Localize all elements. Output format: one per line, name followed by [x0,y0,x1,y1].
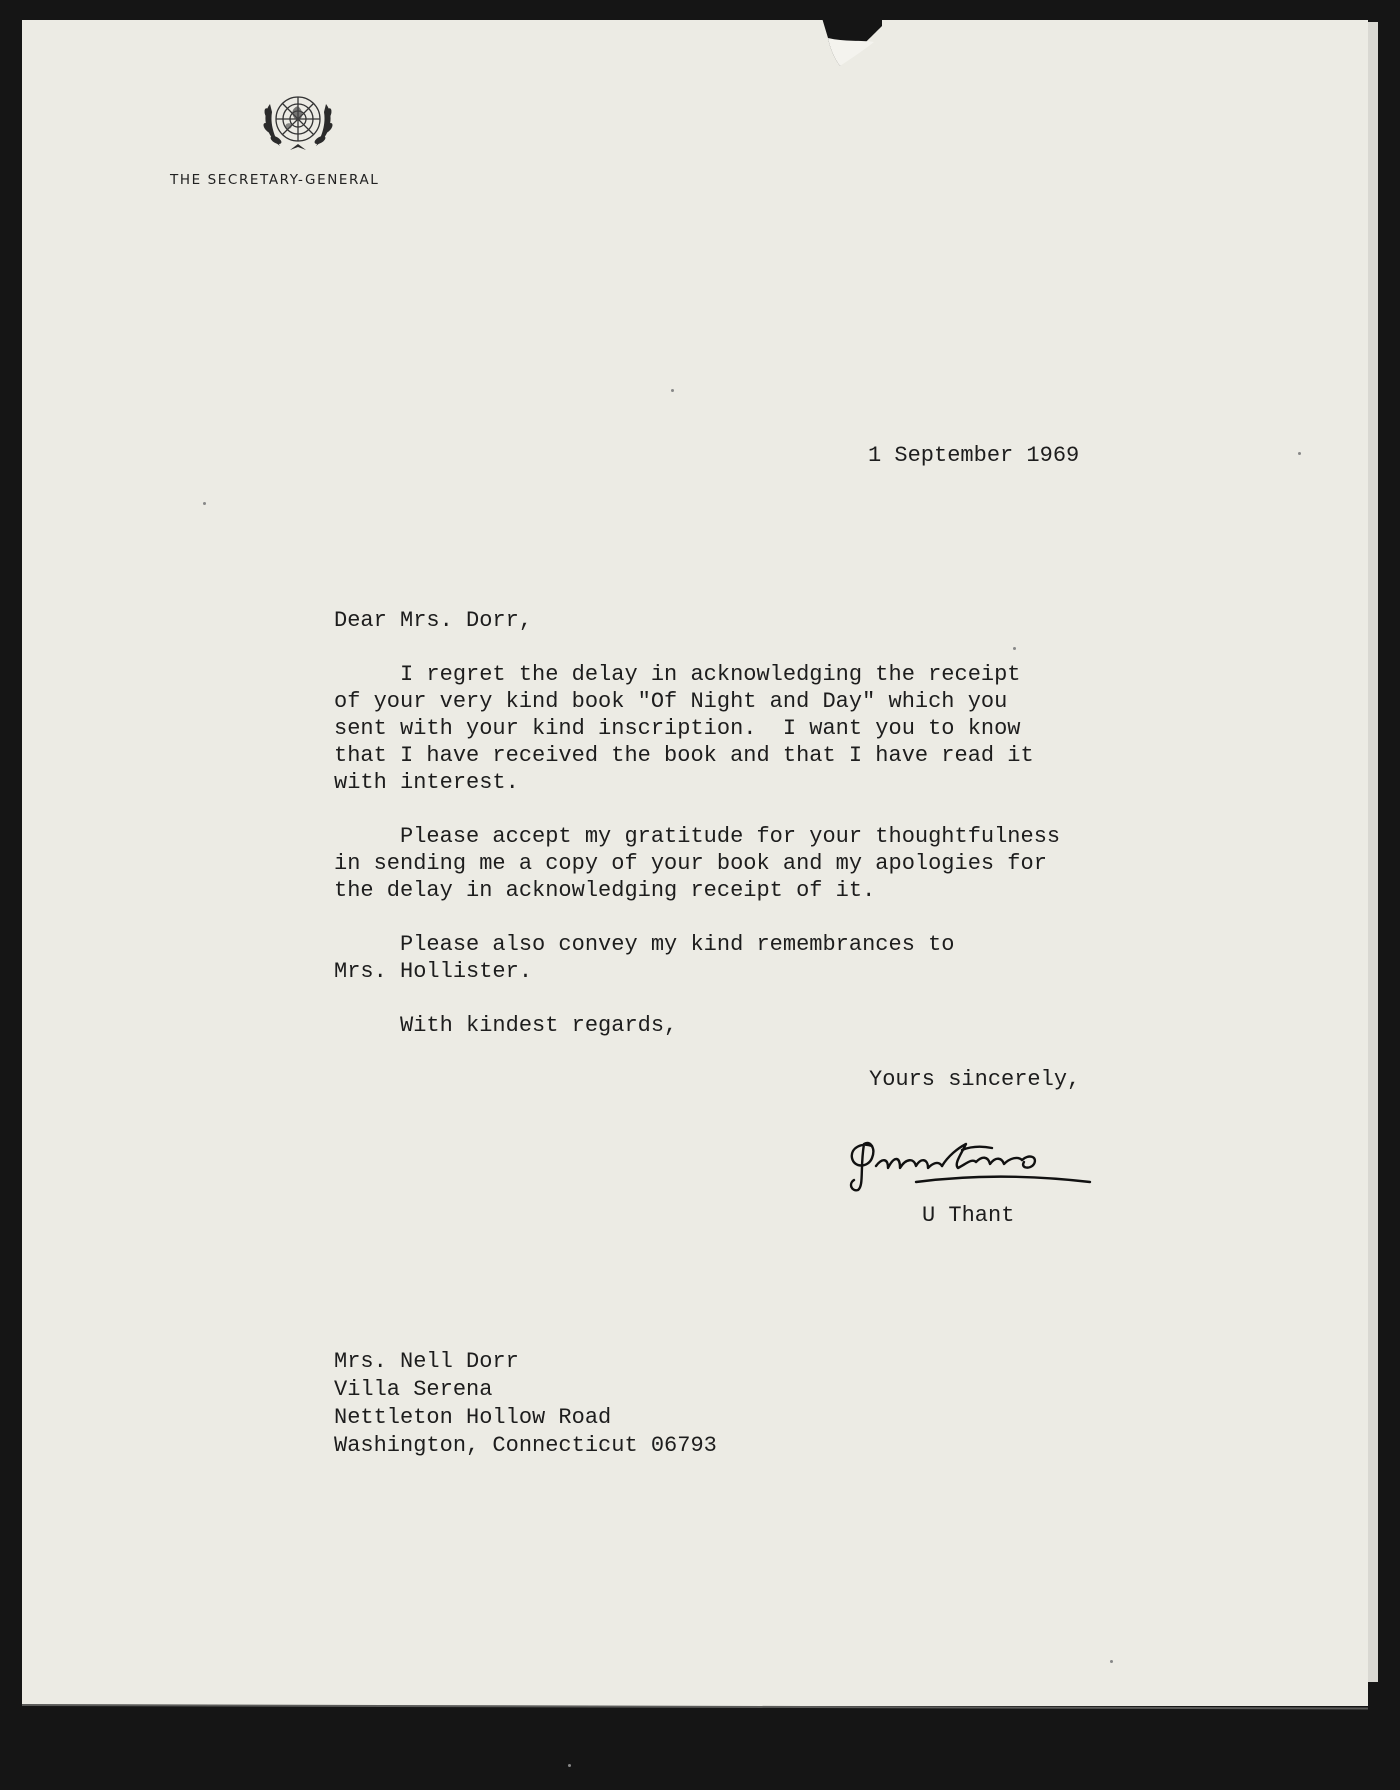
letterhead-office-title: THE SECRETARY-GENERAL [170,172,380,188]
salutation: Dear Mrs. Dorr, [334,608,533,633]
handwritten-signature-icon [842,1128,1104,1198]
paper-speck [671,389,674,392]
torn-corner-icon [822,18,882,70]
letter-date: 1 September 1969 [868,443,1080,468]
paper-speck [203,502,206,505]
paper-speck [1013,647,1016,650]
paper-speck [1110,1660,1113,1663]
paragraph-gratitude: Please accept my gratitude for your thoughtfulness in sending me a copy of your book and my apologies for the delay in acknowledging receipt of it. [334,824,1061,903]
signer-name: U Thant [922,1203,1015,1228]
recipient-address [334,1348,717,1460]
recipient-name: Mrs. Nell Dorr [334,1349,519,1374]
paper-speck [1298,452,1301,455]
paragraph-acknowledgement: I regret the delay in acknowledging the receipt of your very kind book "Of Night and Day" which you sent with your kind inscription. I want you to know that I have received the book and that I have read it with interest. [334,662,1034,795]
recipient-house: Villa Serena [334,1377,493,1402]
paper-speck [568,1764,571,1767]
complimentary-close: Yours sincerely, [869,1067,1081,1092]
paragraph-remembrances: Please also convey my kind remembrances to Mrs. Hollister. [334,932,955,984]
recipient-street: Nettleton Hollow Road [334,1405,612,1430]
recipient-city: Washington, Connecticut 06793 [334,1433,717,1458]
paragraph-regards: With kindest regards, [334,1013,678,1038]
un-emblem-icon [256,84,340,158]
paper-edge [1368,22,1378,1682]
letter-body [334,661,1060,1066]
